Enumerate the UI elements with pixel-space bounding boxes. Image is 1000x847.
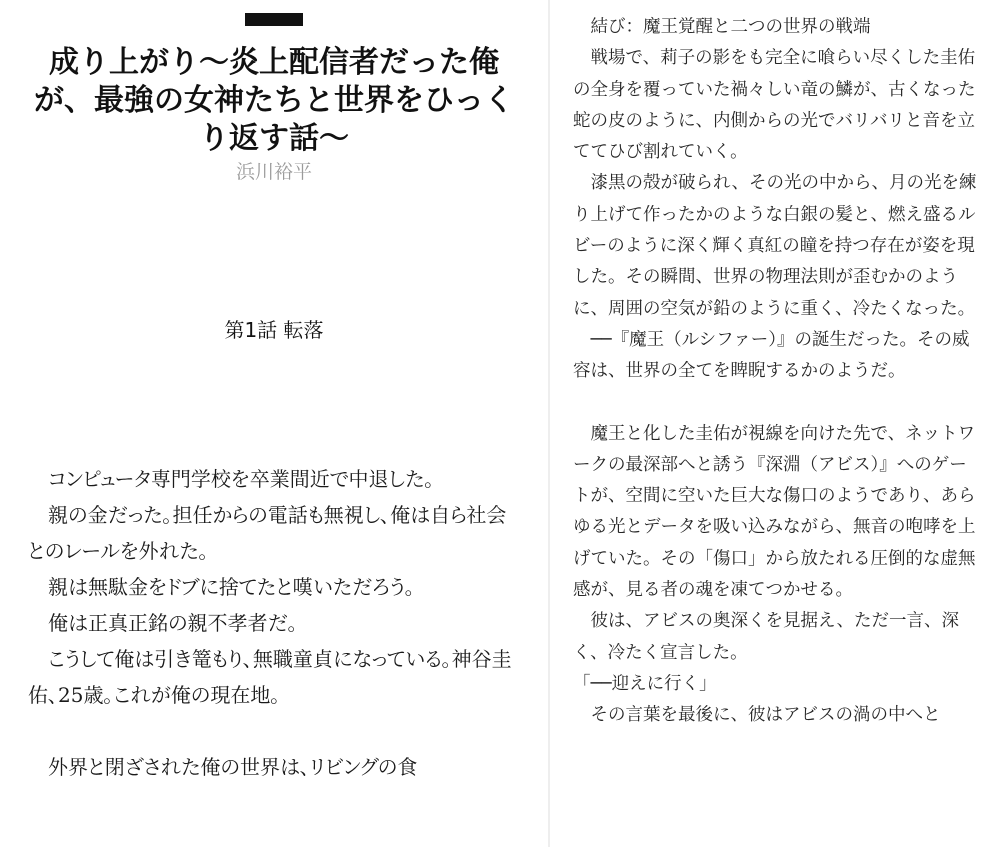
paragraph: ──『魔王（ルシファー）』の誕生だった。その威容は、世界の全てを睥睨するかのようだ。 xyxy=(573,329,970,382)
book-author: 浜川裕平 xyxy=(235,161,312,183)
paragraph: その言葉を最後に、彼はアビスの渦の中へと xyxy=(590,705,941,726)
right-body-text xyxy=(573,12,978,732)
paragraph: 俺は正真正銘の親不孝者だ。 xyxy=(48,611,298,635)
dialogue-line: 「──迎えに行く」 xyxy=(573,673,717,694)
left-body-text xyxy=(28,461,518,785)
paragraph: 外界と閉ざされた俺の世界は、リビングの食 xyxy=(48,755,418,779)
paragraph-gap xyxy=(573,388,978,419)
book-title: 成り上がり〜炎上配信者だった俺が、最強の女神たちと世界をひっくり返す話〜 xyxy=(34,45,514,156)
paragraph-gap xyxy=(28,713,518,749)
paragraph: 親の金だった。担任からの電話も無視し、俺は自ら社会とのレールを外れた。 xyxy=(28,503,507,563)
paragraph: こうして俺は引き篭もり、無職童貞になっている。神谷圭佑、25歳。これが俺の現在地。 xyxy=(28,647,512,707)
paragraph: 親は無駄金をドブに捨てたと嘆いただろう。 xyxy=(48,575,415,599)
paragraph: 魔王と化した圭佑が視線を向けた先で、ネットワークの最深部へと誘う『深淵（アビス）』へのゲートが、空間に空いた巨大な傷口のようであり、あらゆる光とデータを吸い込みながら、無音の咆哮を上げていた。その「傷口」から放たれる圧倒的な虚無感が、見る者の魂を凍てつかせる。 xyxy=(573,423,976,601)
right-reader-page[interactable] xyxy=(550,0,1000,847)
paragraph: 彼は、アビスの奥深くを見据え、ただ一言、深く、冷たく宣言した。 xyxy=(573,611,960,663)
paragraph: 戦場で、莉子の影をも完全に喰らい尽くした圭佑の全身を覆っていた禍々しい竜の鱗が、古くなった蛇の皮のように、内側からの光でバリバリと音を立ててひび割れていく。 xyxy=(573,48,976,163)
section-heading: 結び：魔王覚醒と二つの世界の戦端 xyxy=(590,17,871,37)
paragraph: 漆黒の殻が破られ、その光の中から、月の光を練り上げて作ったかのような白銀の髪と、燃え盛るルビーのように深く輝く真紅の瞳を持つ存在が姿を現した。その瞬間、世界の物理法則が歪むかのように、周囲の空気が鉛のように重く、冷たくなった。 xyxy=(573,173,977,319)
chapter-heading: 第1話 転落 xyxy=(224,318,324,342)
paragraph: コンピュータ専門学校を卒業間近で中退した。 xyxy=(48,467,435,491)
page-marker-bar xyxy=(245,13,303,26)
